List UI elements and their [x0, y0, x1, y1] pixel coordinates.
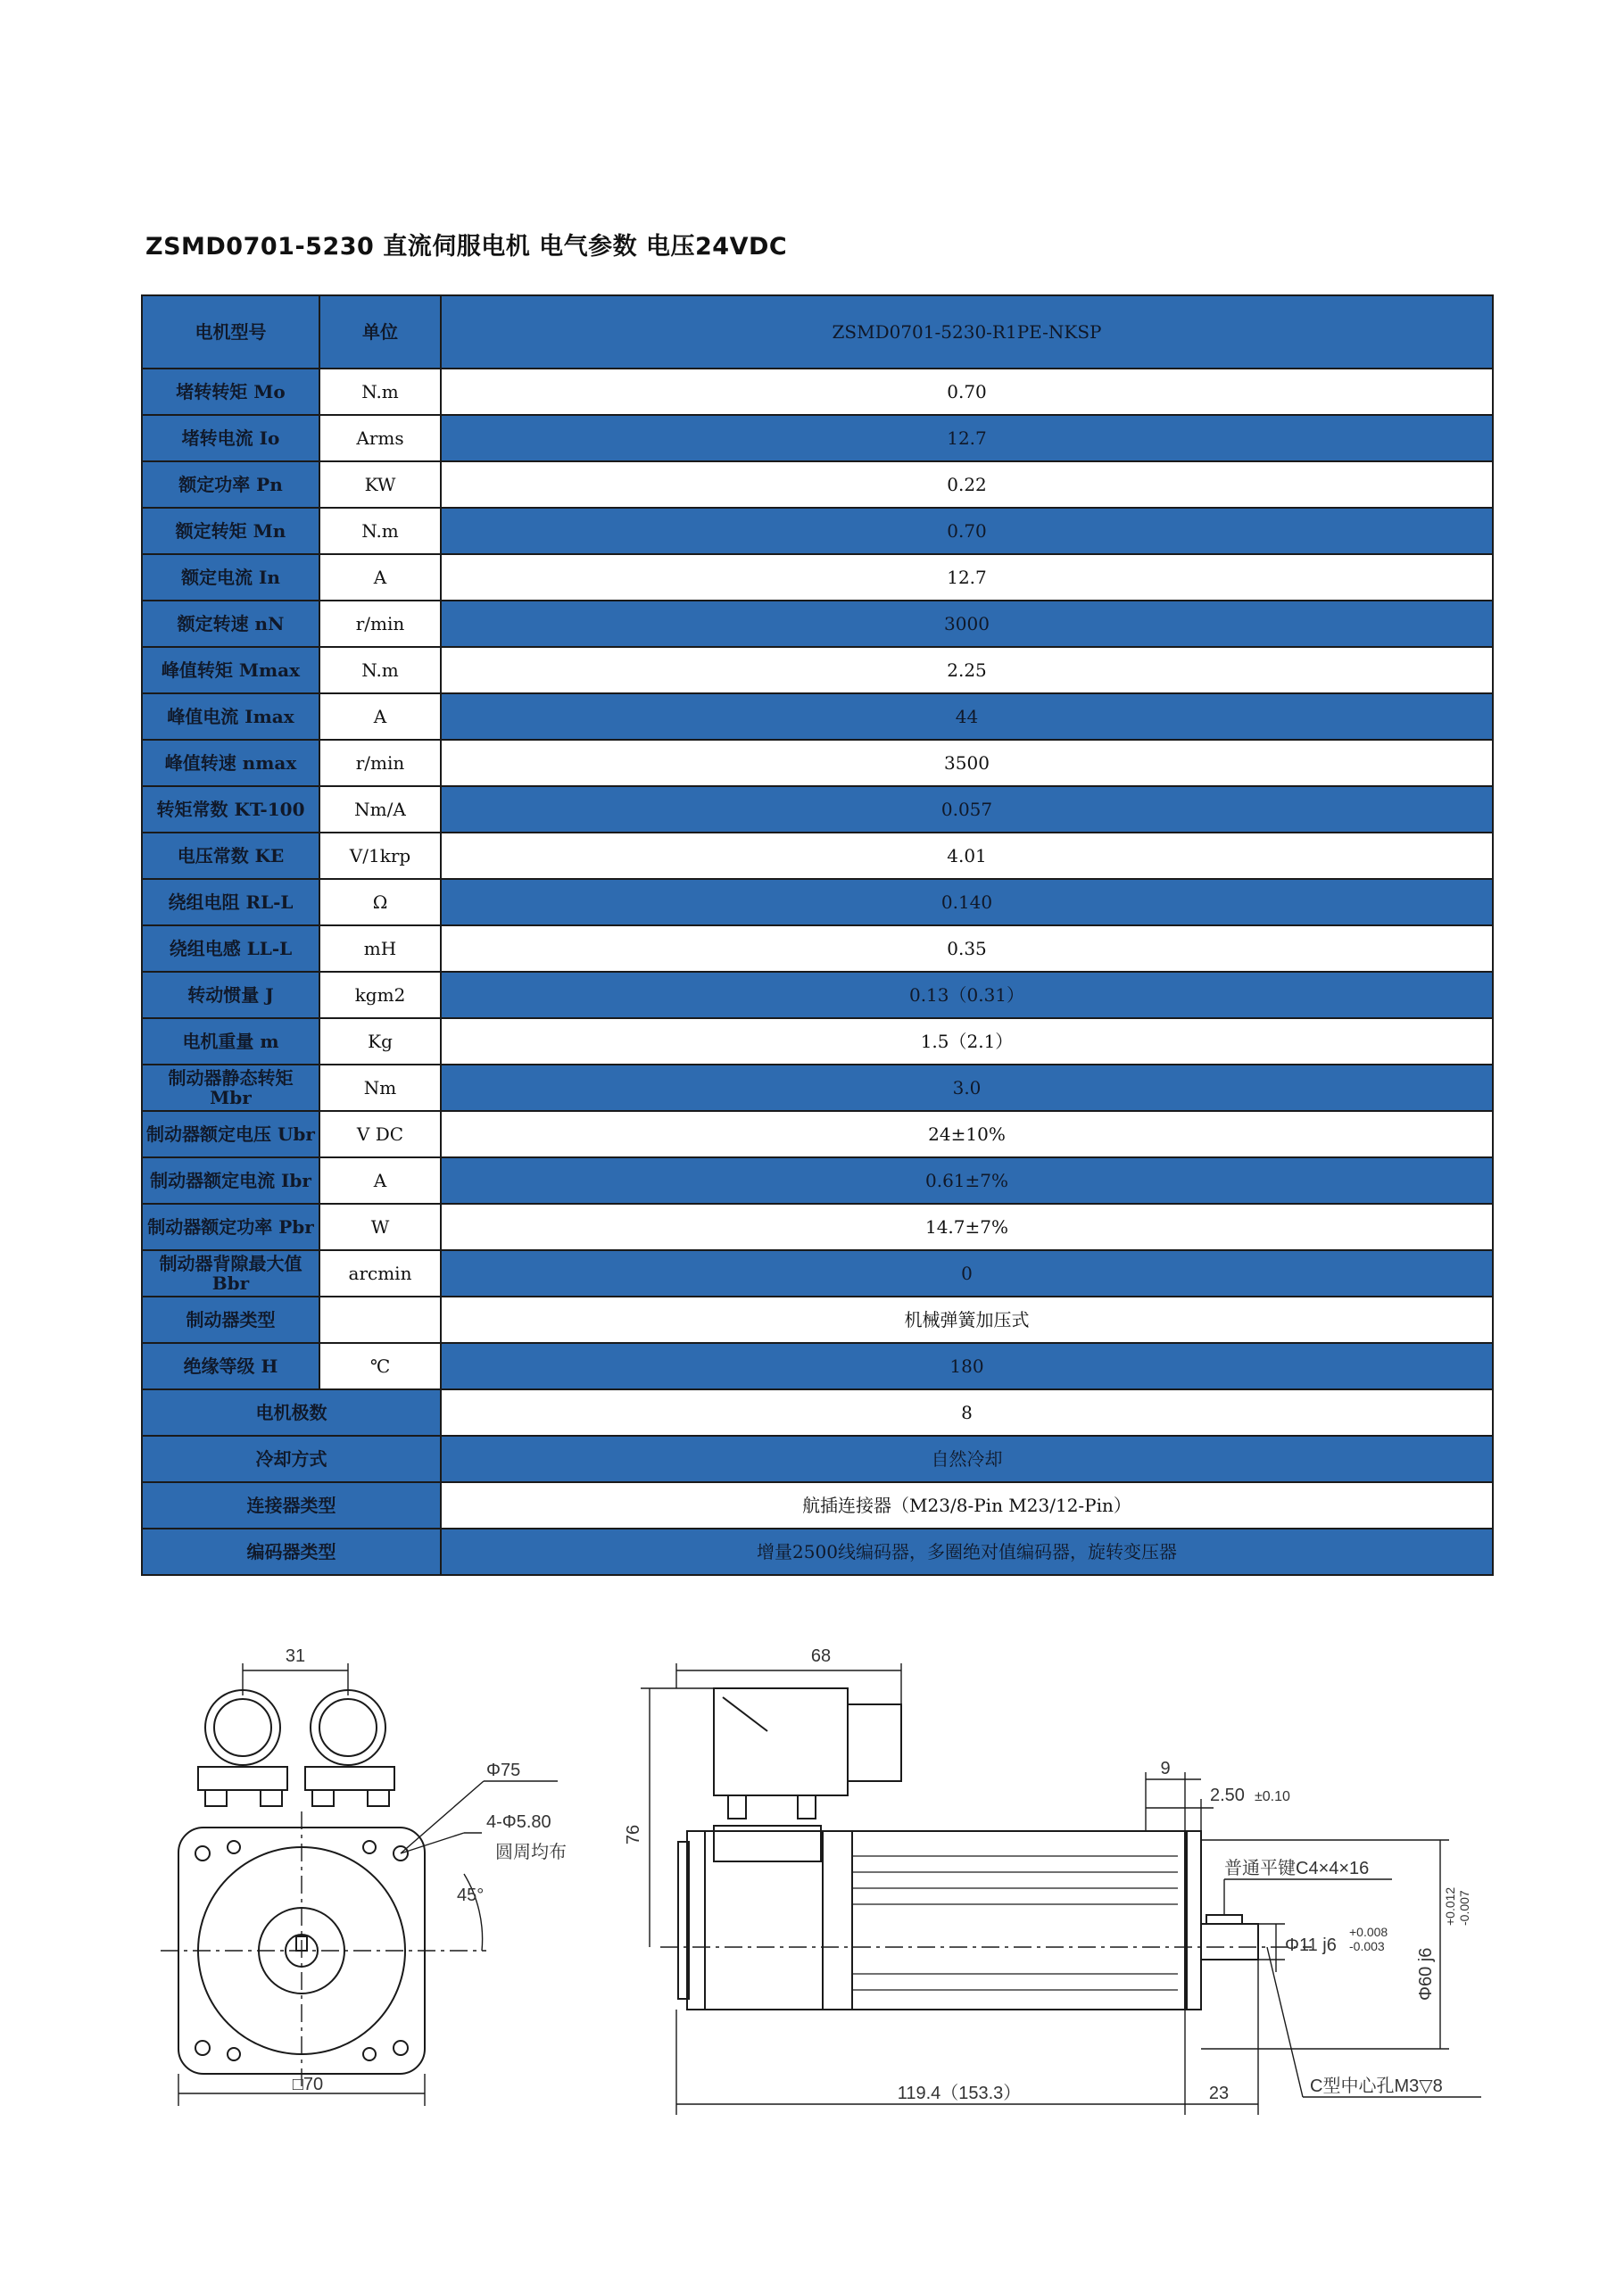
unit-cell: mH [319, 925, 441, 972]
table-row [142, 1065, 1493, 1111]
value-cell: 4.01 [441, 833, 1493, 879]
table-row [142, 601, 1493, 647]
dim-conn-pitch: 31 [285, 1646, 306, 1666]
table-row [142, 972, 1493, 1018]
param-name-cell: 转矩常数 KT-100 [142, 786, 319, 833]
dim-holes: 4-Φ5.80 [486, 1812, 551, 1832]
param-name-cell: 连接器类型 [142, 1482, 441, 1529]
unit-cell: r/min [319, 601, 441, 647]
unit-cell: Ω [319, 879, 441, 925]
value-cell: 3500 [441, 740, 1493, 786]
dim-shaft: Φ11 j6 [1285, 1935, 1337, 1955]
table-row [142, 415, 1493, 461]
param-name-cell: 堵转转矩 Mo [142, 369, 319, 415]
dim-pcd: Φ75 [486, 1761, 521, 1780]
table-row [142, 647, 1493, 693]
param-name-cell: 额定电流 In [142, 554, 319, 601]
dim-top-length: 68 [810, 1646, 832, 1666]
param-name-cell: 堵转电流 Io [142, 415, 319, 461]
unit-cell: W [319, 1204, 441, 1250]
param-name-cell: 绕组电阻 RL-L [142, 879, 319, 925]
param-name-cell: 峰值转矩 Mmax [142, 647, 319, 693]
value-cell: 14.7±7% [441, 1204, 1493, 1250]
unit-cell: arcmin [319, 1250, 441, 1297]
param-name-cell: 制动器静态转矩 Mbr [142, 1065, 319, 1111]
dim-angle: 45° [457, 1886, 485, 1905]
value-cell: 1.5（2.1） [441, 1018, 1493, 1065]
param-name-cell: 转动惯量 J [142, 972, 319, 1018]
param-name-cell: 额定功率 Pn [142, 461, 319, 508]
value-cell: 机械弹簧加压式 [441, 1297, 1493, 1343]
value-cell: 12.7 [441, 415, 1493, 461]
header-name-cell: 电机型号 [142, 295, 319, 369]
value-cell: 0.70 [441, 369, 1493, 415]
param-name-cell: 制动器类型 [142, 1297, 319, 1343]
value-cell: 24±10% [441, 1111, 1493, 1157]
dim-pilot-tol-up: +0.012 [1443, 1886, 1457, 1926]
value-cell: 8 [441, 1389, 1493, 1436]
unit-cell: Arms [319, 415, 441, 461]
value-cell: 自然冷却 [441, 1436, 1493, 1482]
value-cell: 增量2500线编码器，多圈绝对值编码器，旋转变压器 [441, 1529, 1493, 1575]
table-row [142, 740, 1493, 786]
unit-cell: r/min [319, 740, 441, 786]
dim-key-step: 2.50 [1210, 1786, 1245, 1805]
table-row [142, 879, 1493, 925]
dim-body-length: 119.4（153.3） [897, 2084, 1022, 2103]
table-row [142, 693, 1493, 740]
page-title: ZSMD0701-5230 直流伺服电机 电气参数 电压24VDC [145, 233, 788, 261]
unit-cell: kgm2 [319, 972, 441, 1018]
table-row [142, 1204, 1493, 1250]
dim-shaft-length: 23 [1208, 2084, 1230, 2103]
table-row [142, 369, 1493, 415]
table-row [142, 833, 1493, 879]
value-cell: 3000 [441, 601, 1493, 647]
unit-cell: Kg [319, 1018, 441, 1065]
param-name-cell: 绝缘等级 H [142, 1343, 319, 1389]
dim-key-offset: 9 [1160, 1759, 1171, 1778]
table-row [142, 1018, 1493, 1065]
unit-cell: A [319, 554, 441, 601]
header-unit-cell: 单位 [319, 295, 441, 369]
side-view [641, 1663, 1481, 2115]
param-name-cell: 峰值转速 nmax [142, 740, 319, 786]
value-cell: 0.22 [441, 461, 1493, 508]
param-name-cell: 额定转矩 Mn [142, 508, 319, 554]
value-cell: 0.35 [441, 925, 1493, 972]
table-row [142, 508, 1493, 554]
unit-cell: V/1krp [319, 833, 441, 879]
value-cell: 航插连接器（M23/8-Pin M23/12-Pin） [441, 1482, 1493, 1529]
table-header-row [142, 295, 1493, 369]
table-row [142, 1529, 1493, 1575]
param-name-cell: 冷却方式 [142, 1436, 441, 1482]
param-name-cell: 绕组电感 LL-L [142, 925, 319, 972]
unit-cell: Nm/A [319, 786, 441, 833]
param-name-cell: 制动器额定电压 Ubr [142, 1111, 319, 1157]
dim-key-tol: ±0.10 [1255, 1789, 1290, 1804]
value-cell: 0.13（0.31） [441, 972, 1493, 1018]
unit-cell: V DC [319, 1111, 441, 1157]
param-name-cell: 编码器类型 [142, 1529, 441, 1575]
dim-holes-note: 圆周均布 [495, 1843, 567, 1862]
dim-pilot: Φ60 j6 [1416, 1947, 1436, 2001]
table-row [142, 554, 1493, 601]
value-cell: 0.61±7% [441, 1157, 1493, 1204]
table-row [142, 1111, 1493, 1157]
table-row [142, 1436, 1493, 1482]
param-name-cell: 电机极数 [142, 1389, 441, 1436]
spec-table [141, 294, 1494, 1576]
value-cell: 3.0 [441, 1065, 1493, 1111]
unit-cell: N.m [319, 508, 441, 554]
unit-cell: N.m [319, 369, 441, 415]
param-name-cell: 制动器额定电流 Ibr [142, 1157, 319, 1204]
unit-cell: KW [319, 461, 441, 508]
dim-pilot-tol-dn: -0.007 [1457, 1890, 1471, 1926]
value-cell: 180 [441, 1343, 1493, 1389]
table-row [142, 1482, 1493, 1529]
value-cell: 0.70 [441, 508, 1493, 554]
param-name-cell: 电机重量 m [142, 1018, 319, 1065]
dim-height: 76 [624, 1824, 643, 1845]
motor-dimension-drawing [0, 1633, 1624, 2168]
table-row [142, 1157, 1493, 1204]
header-model-cell: ZSMD0701-5230-R1PE-NKSP [441, 295, 1493, 369]
dim-flange: □70 [292, 2075, 324, 2094]
unit-cell: A [319, 693, 441, 740]
param-name-cell: 制动器背隙最大值 Bbr [142, 1250, 319, 1297]
table-row [142, 461, 1493, 508]
dim-key: 普通平键C4×4×16 [1224, 1859, 1370, 1878]
table-row [142, 1389, 1493, 1436]
table-row [142, 1297, 1493, 1343]
front-view [161, 1663, 558, 2106]
unit-cell [319, 1297, 441, 1343]
param-name-cell: 额定转速 nN [142, 601, 319, 647]
table-row [142, 925, 1493, 972]
dim-shaft-tol-dn: -0.003 [1349, 1939, 1385, 1953]
table-row [142, 786, 1493, 833]
param-name-cell: 制动器额定功率 Pbr [142, 1204, 319, 1250]
unit-cell: Nm [319, 1065, 441, 1111]
value-cell: 0 [441, 1250, 1493, 1297]
unit-cell: ℃ [319, 1343, 441, 1389]
unit-cell: N.m [319, 647, 441, 693]
table-row [142, 1250, 1493, 1297]
unit-cell: A [319, 1157, 441, 1204]
value-cell: 0.140 [441, 879, 1493, 925]
table-row [142, 1343, 1493, 1389]
value-cell: 0.057 [441, 786, 1493, 833]
value-cell: 2.25 [441, 647, 1493, 693]
param-name-cell: 峰值电流 Imax [142, 693, 319, 740]
param-name-cell: 电压常数 KE [142, 833, 319, 879]
value-cell: 12.7 [441, 554, 1493, 601]
dim-center-hole: C型中心孔M3▽8 [1310, 2076, 1443, 2096]
value-cell: 44 [441, 693, 1493, 740]
dim-shaft-tol-up: +0.008 [1349, 1925, 1388, 1939]
